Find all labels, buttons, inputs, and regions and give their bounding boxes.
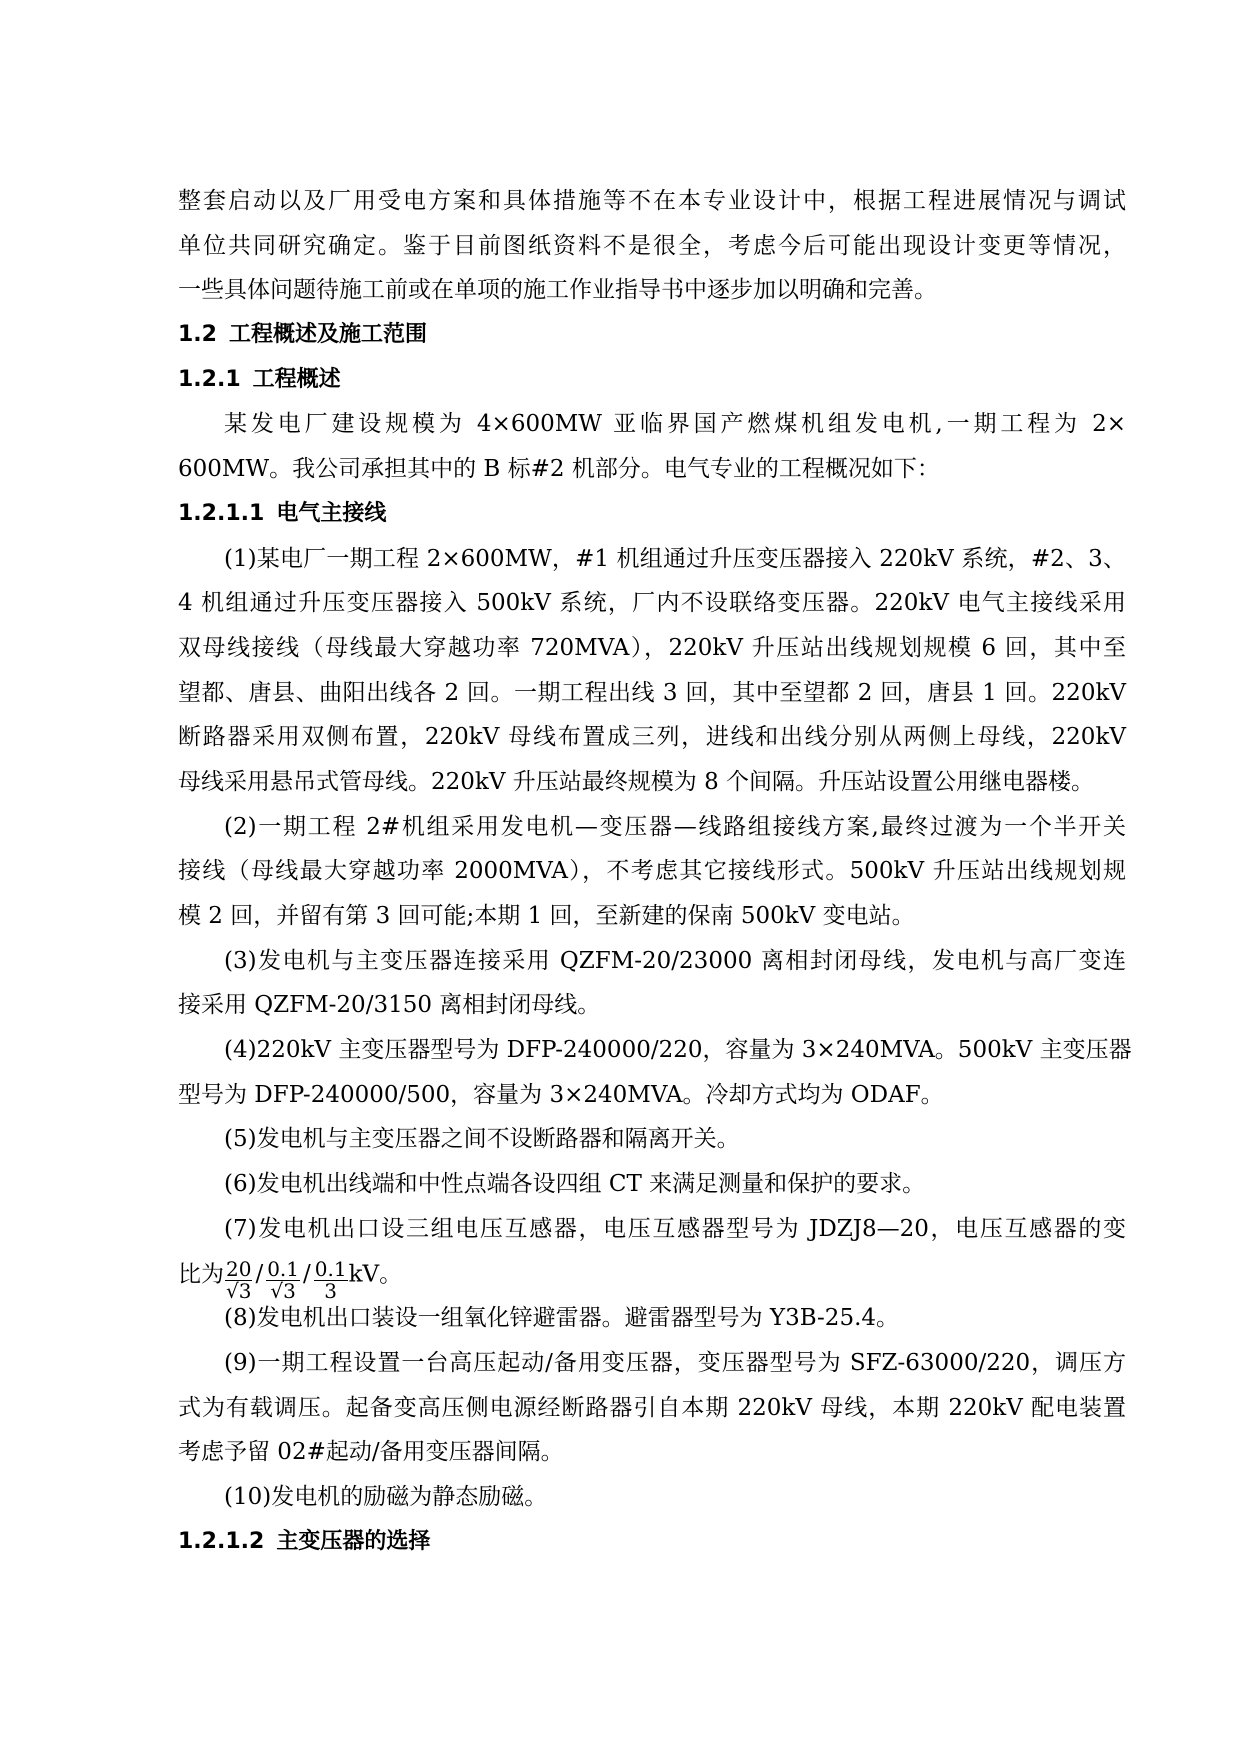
heading-title: 工程概述: [252, 366, 341, 392]
p6-line: (6)发电机出线端和中性点端各设四组 CT 来满足测量和保护的要求。: [224, 1171, 926, 1198]
section-heading-1-2: [178, 320, 1126, 365]
p2-line-3: 模 2 回，并留有第 3 回可能;本期 1 回，至新建的保南 500kV 变电站。: [178, 903, 915, 929]
p1-line-5: 断路器采用双侧布置，220kV 母线布置成三列，进线和出线分别从两侧上母线，220kV: [178, 724, 1126, 751]
p1-line-6: 母线采用悬吊式管母线。220kV 升压站最终规模为 8 个间隔。升压站设置公用继电器楼。: [178, 768, 1095, 795]
document-body: [178, 186, 1132, 1571]
fraction-denominator: √3: [225, 1278, 252, 1303]
heading-title: 工程概述及施工范围: [228, 322, 427, 348]
fraction-numerator: 0.1: [267, 1256, 300, 1281]
p3-line-2: 接采用 QZFM-20/3150 离相封闭母线。: [178, 992, 601, 1019]
p9-line-1: (9)一期工程设置一台高压起动/备用变压器，变压器型号为 SFZ-63000/220，调压方: [224, 1349, 1126, 1376]
p2-line-2: 接线（母线最大穿越功率 2000MVA），不考虑其它接线形式。500kV 升压站出线规划规: [178, 858, 1126, 885]
fraction-numerator: 0.1: [314, 1256, 347, 1281]
heading-number: 1.2.1.1: [178, 500, 265, 526]
p9-line-3: 考虑予留 02#起动/备用变压器间隔。: [178, 1439, 564, 1466]
heading-title: 主变压器的选择: [276, 1528, 431, 1554]
heading-title: 电气主接线: [276, 500, 387, 526]
p10-line: (10)发电机的励磁为静态励磁。: [224, 1483, 548, 1510]
fraction-denominator: 3: [324, 1278, 338, 1303]
overview-line-2: 600MW。我公司承担其中的 B 标#2 机部分。电气专业的工程概况如下：: [178, 456, 940, 483]
p7-line-2: [178, 1256, 1126, 1304]
intro-line-2: 单位共同研究确定。鉴于目前图纸资料不是很全，考虑今后可能出现设计变更等情况，: [178, 232, 1126, 259]
fraction-numerator: 20: [226, 1256, 252, 1281]
fraction-1: [225, 1256, 252, 1303]
fraction-slash: /: [303, 1261, 311, 1287]
p4-line-1: (4)220kV 主变压器型号为 DFP-240000/220，容量为 3×240MVA。500kV 主变压器: [224, 1037, 1132, 1064]
heading-number: 1.2.1: [178, 366, 241, 392]
ratio-suffix: kV。: [348, 1261, 403, 1287]
intro-line-3: 一些具体问题待施工前或在单项的施工作业指导书中逐步加以明确和完善。: [178, 277, 937, 304]
p1-line-3: 双母线接线（母线最大穿越功率 720MVA），220kV 升压站出线规划规模 6 回，其中至: [178, 634, 1126, 661]
p7-line-1: (7)发电机出口设三组电压互感器，电压互感器型号为 JDZJ8—20，电压互感器的变: [224, 1215, 1126, 1242]
p1-line-4: 望都、唐县、曲阳出线各 2 回。一期工程出线 3 回，其中至望都 2 回，唐县 1 回。220kV: [178, 679, 1126, 706]
p9-line-2: 式为有载调压。起备变高压侧电源经断路器引自本期 220kV 母线，本期 220kV 配电装置: [178, 1394, 1126, 1421]
overview-line-1: 某发电厂建设规模为 4×600MW 亚临界国产燃煤机组发电机,一期工程为 2×: [224, 411, 1126, 438]
ratio-prefix: 比为: [178, 1261, 224, 1287]
section-heading-1-2-1-2: [178, 1527, 1126, 1572]
section-heading-1-2-1-1: [178, 499, 1126, 544]
fraction-slash: /: [255, 1261, 264, 1287]
fraction-3: [314, 1256, 348, 1303]
p8-line: (8)发电机出口装设一组氧化锌避雷器。避雷器型号为 Y3B-25.4。: [224, 1305, 900, 1332]
fraction-2: [266, 1256, 300, 1303]
heading-number: 1.2.1.2: [178, 1528, 265, 1554]
p1-line-1: (1)某电厂一期工程 2×600MW，#1 机组通过升压变压器接入 220kV 系统，#2、3、: [224, 545, 1126, 572]
p1-line-2: 4 机组通过升压变压器接入 500kV 系统，厂内不设联络变压器。220kV 电气主接线采用: [178, 590, 1126, 617]
fraction-denominator: √3: [270, 1278, 296, 1303]
p5-line: (5)发电机与主变压器之间不设断路器和隔离开关。: [224, 1126, 740, 1153]
section-heading-1-2-1: [178, 365, 1126, 410]
heading-number: 1.2: [178, 322, 217, 348]
intro-line-1: 整套启动以及厂用受电方案和具体措施等不在本专业设计中，根据工程进展情况与调试: [178, 188, 1126, 214]
p4-line-2: 型号为 DFP-240000/500，容量为 3×240MVA。冷却方式均为 ODAF。: [178, 1081, 944, 1108]
p3-line-1: (3)发电机与主变压器连接采用 QZFM-20/23000 离相封闭母线，发电机与高厂变连: [224, 947, 1126, 974]
p2-line-1: (2)一期工程 2#机组采用发电机—变压器—线路组接线方案,最终过渡为一个半开关: [224, 813, 1126, 840]
